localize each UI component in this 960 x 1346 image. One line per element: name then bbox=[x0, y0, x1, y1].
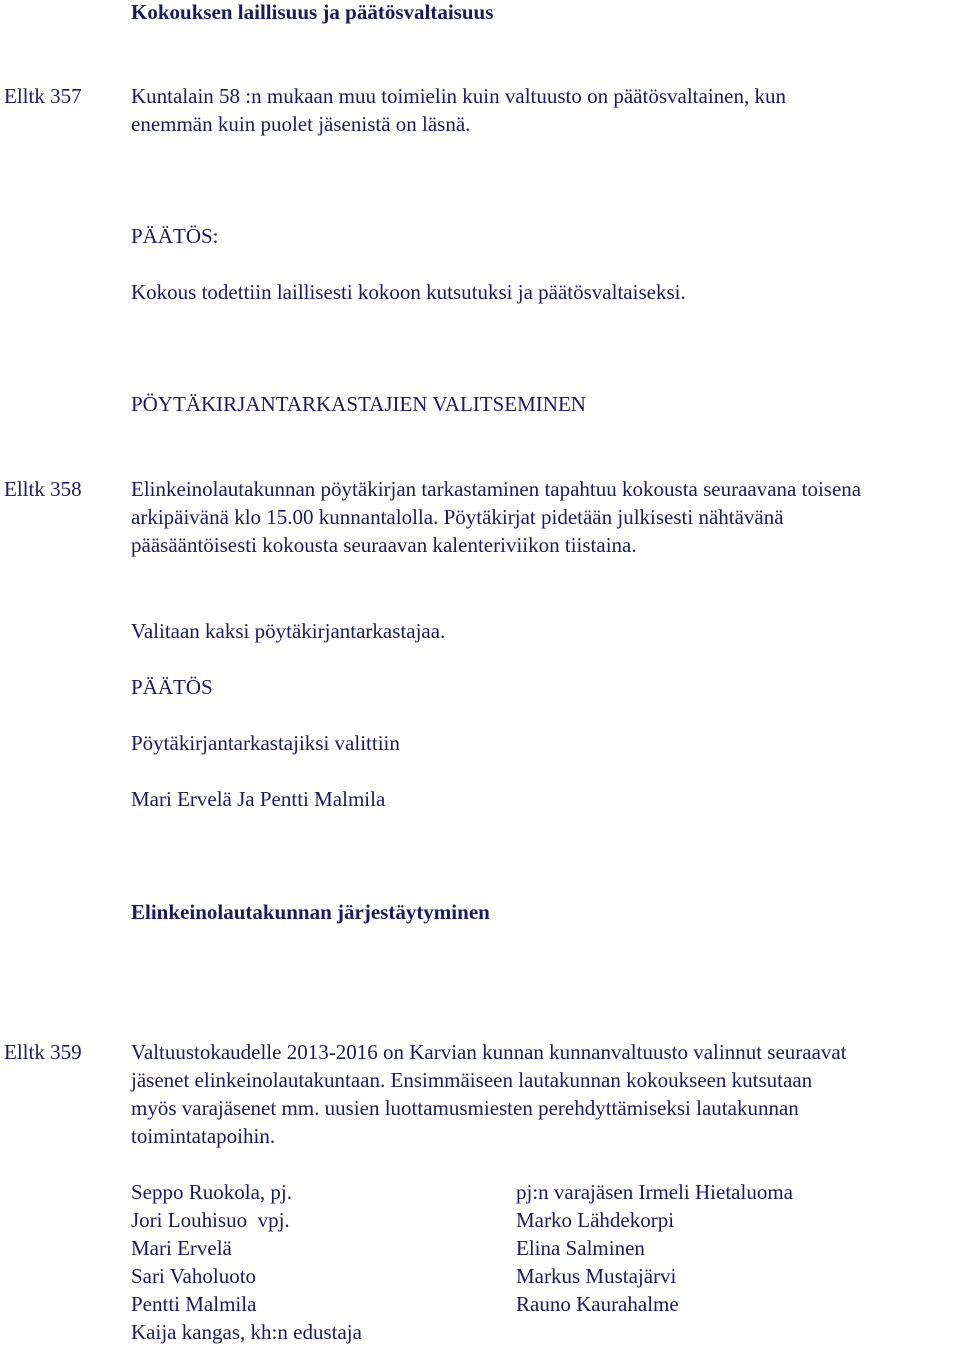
organization-line: Valtuustokaudelle 2013-2016 on Karvian kunnan kunnanvaltuusto valinnut seuraavat bbox=[131, 1040, 847, 1064]
inspectors-chosen: Mari Ervelä Ja Pentti Malmila bbox=[131, 787, 386, 811]
inspectors-line: pääsääntöisesti kokousta seuraavan kalenteriviikon tiistaina. bbox=[131, 533, 637, 557]
deputy-name: Rauno Kaurahalme bbox=[516, 1292, 679, 1316]
deputy-name: Markus Mustajärvi bbox=[516, 1264, 677, 1288]
legality-paragraph bbox=[131, 82, 960, 138]
member-name: Pentti Malmila bbox=[131, 1292, 257, 1316]
inspectors-line: Elinkeinolautakunnan pöytäkirjan tarkastaminen tapahtuu kokousta seuraavana toisena bbox=[131, 477, 862, 501]
section-heading-inspectors: PÖYTÄKIRJANTARKASTAJIEN VALITSEMINEN bbox=[131, 392, 586, 416]
inspectors-decision-label: PÄÄTÖS bbox=[131, 675, 213, 699]
legality-decision-text: Kokous todettiin laillisesti kokoon kutsutuksi ja päätösvaltaiseksi. bbox=[131, 280, 686, 304]
member-name: Kaija kangas, kh:n edustaja bbox=[131, 1320, 362, 1344]
legality-line: enemmän kuin puolet jäsenistä on läsnä. bbox=[131, 112, 471, 136]
section-number-359: Elltk 359 bbox=[4, 1040, 82, 1064]
deputies-list bbox=[516, 1178, 956, 1318]
member-name: Seppo Ruokola, pj. bbox=[131, 1180, 292, 1204]
section-heading-legality: Kokouksen laillisuus ja päätösvaltaisuus bbox=[131, 0, 494, 24]
member-name: Sari Vaholuoto bbox=[131, 1264, 257, 1288]
deputy-name: Marko Lähdekorpi bbox=[516, 1208, 675, 1232]
inspectors-proposal: Valitaan kaksi pöytäkirjantarkastajaa. bbox=[131, 619, 446, 643]
deputy-name: pj:n varajäsen Irmeli Hietaluoma bbox=[516, 1180, 793, 1204]
legality-decision-label: PÄÄTÖS: bbox=[131, 224, 219, 248]
organization-line: toimintatapoihin. bbox=[131, 1124, 276, 1148]
members-list bbox=[131, 1178, 511, 1346]
inspectors-decision-text: Pöytäkirjantarkastajiksi valittiin bbox=[131, 731, 400, 755]
member-name: Jori Louhisuo vpj. bbox=[131, 1208, 290, 1232]
section-number-358: Elltk 358 bbox=[4, 477, 82, 501]
organization-paragraph bbox=[131, 1038, 960, 1150]
organization-line: myös varajäsenet mm. uusien luottamusmiesten perehdyttämiseksi lautakunnan bbox=[131, 1096, 799, 1120]
legality-line: Kuntalain 58 :n mukaan muu toimielin kuin valtuusto on päätösvaltainen, kun bbox=[131, 84, 786, 108]
inspectors-paragraph bbox=[131, 475, 960, 559]
organization-line: jäsenet elinkeinolautakuntaan. Ensimmäiseen lautakunnan kokoukseen kutsutaan bbox=[131, 1068, 813, 1092]
deputy-name: Elina Salminen bbox=[516, 1236, 645, 1260]
section-number-357: Elltk 357 bbox=[4, 84, 82, 108]
section-heading-organization: Elinkeinolautakunnan järjestäytyminen bbox=[131, 900, 490, 924]
inspectors-line: arkipäivänä klo 15.00 kunnantalolla. Pöytäkirjat pidetään julkisesti nähtävänä bbox=[131, 505, 784, 529]
member-name: Mari Ervelä bbox=[131, 1236, 232, 1260]
